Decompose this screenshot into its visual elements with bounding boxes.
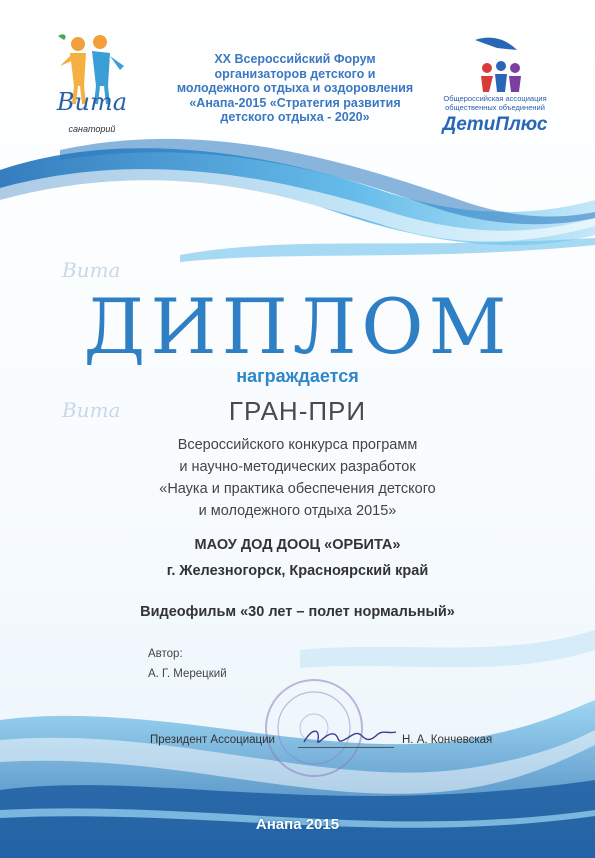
diploma-title: ДИПЛОМ xyxy=(83,282,512,371)
detiplus-logo-name: ДетиПлюс xyxy=(442,114,548,135)
forum-title: XX Всероссийский Форум организаторов детского и молодежного отдыха и оздоровления «Анапа-2015 «Стратегия развития детского отдыха - 2020» xyxy=(176,52,414,124)
organization-name: МАОУ ДОД ДООЦ «ОРБИТА» xyxy=(194,537,401,553)
vita-logo-subtitle: санаторий xyxy=(68,124,116,134)
president-label: Президент Ассоциации xyxy=(150,734,275,746)
work-title: Видеофильм «30 лет – полет нормальный» xyxy=(140,604,455,620)
organization-city: г. Железногорск, Красноярский край xyxy=(166,563,429,579)
vita-logo-word: Вита xyxy=(56,88,128,116)
contest-description: Всероссийского конкурса программ и научно-методических разработок «Наука и практика обеспечения детского и молодежного отдыха 2015» xyxy=(159,437,436,519)
president-name: Н. А. Кончевская xyxy=(402,734,493,746)
awarded-label: награждается xyxy=(236,366,359,386)
author-name: А. Г. Мерецкий xyxy=(148,668,227,680)
handwritten-signature-icon xyxy=(300,722,400,752)
place-and-year: Анапа 2015 xyxy=(255,816,340,833)
author-label: Автор: xyxy=(148,648,183,660)
watermark-vita-word: Вита xyxy=(62,258,121,282)
detiplus-assoc-caption: Общероссийская ассоциация общественных объединений xyxy=(443,94,547,112)
watermark-vita-word: Вита xyxy=(62,398,121,422)
prize-title: ГРАН-ПРИ xyxy=(228,396,367,426)
